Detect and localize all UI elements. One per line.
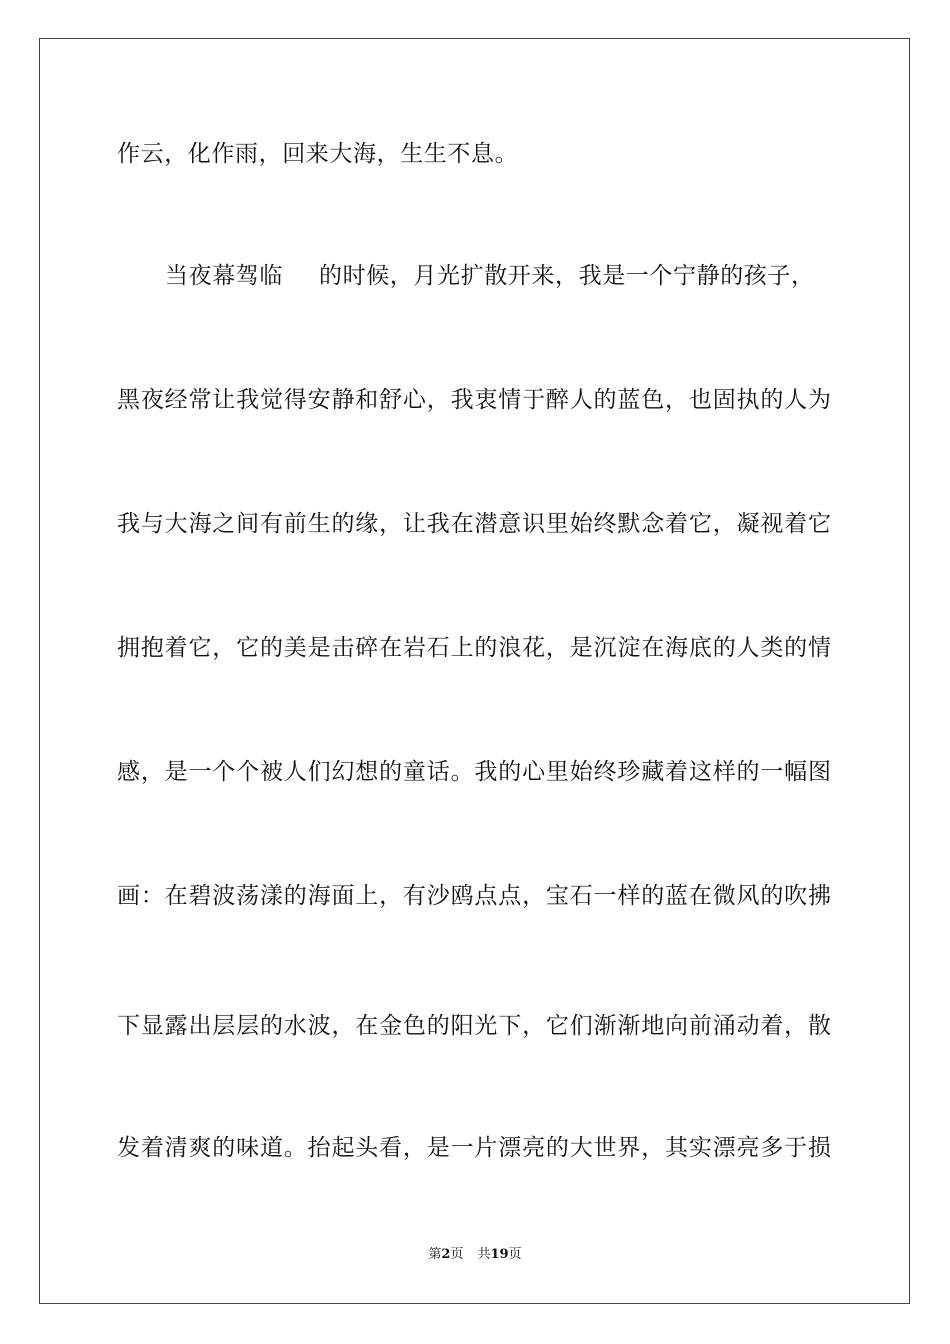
- text-line-3: 黑夜经常让我觉得安静和舒心，我衷情于醉人的蓝色，也固执的人为: [117, 387, 831, 413]
- text-line-7: 画：在碧波荡漾的海面上，有沙鸥点点，宝石一样的蓝在微风的吹拂: [117, 883, 831, 909]
- footer-page-number: 2: [441, 1247, 451, 1262]
- text-line-4: 我与大海之间有前生的缘，让我在潜意识里始终默念着它，凝视着它: [117, 511, 831, 537]
- page-frame: [39, 38, 910, 1304]
- text-line-8: 下显露出层层的水波，在金色的阳光下，它们渐渐地向前涌动着，散: [117, 1013, 831, 1039]
- footer-total-pages: 19: [490, 1247, 509, 1262]
- footer-page-suffix: 页: [450, 1247, 464, 1262]
- text-line-2b: 的时候，月光扩散开来，我是一个宁静的孩子，: [319, 263, 815, 289]
- footer-total-prefix: 共: [477, 1247, 491, 1262]
- text-line-1: 作云，化作雨，回来大海，生生不息。: [117, 141, 519, 167]
- footer-page-prefix: 第: [428, 1247, 442, 1262]
- page-footer: [0, 1247, 950, 1263]
- text-line-2a: 当夜幕驾临: [165, 263, 283, 289]
- footer-total-suffix: 页: [508, 1247, 522, 1262]
- text-line-5: 拥抱着它，它的美是击碎在岩石上的浪花，是沉淀在海底的人类的情: [117, 635, 831, 661]
- text-line-6: 感，是一个个被人们幻想的童话。我的心里始终珍藏着这样的一幅图: [117, 759, 831, 785]
- text-line-9: 发着清爽的味道。抬起头看，是一片漂亮的大世界，其实漂亮多于损: [117, 1135, 831, 1161]
